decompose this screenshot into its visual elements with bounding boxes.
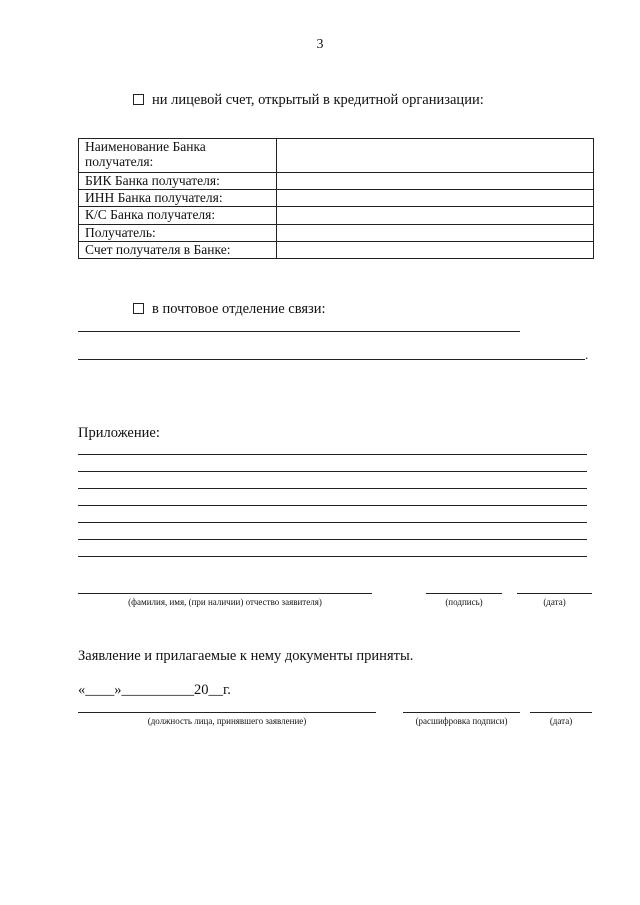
accepting-person-position-caption: (должность лица, принявшего заявление)	[147, 716, 307, 726]
acceptance-date[interactable]: «____»__________20__г.	[78, 682, 231, 698]
table-row	[79, 173, 594, 190]
ks-label: К/С Банка получателя:	[79, 207, 277, 225]
ks-value[interactable]	[277, 207, 594, 225]
recipient-label: Получатель:	[79, 225, 277, 242]
account-number-value[interactable]	[277, 242, 594, 259]
account-number-label: Счет получателя в Банке:	[79, 242, 277, 259]
acceptance-date-caption: (дата)	[549, 716, 573, 726]
bank-name-label: Наименование Банка получателя:	[79, 139, 277, 173]
post-address-line[interactable]	[78, 359, 585, 360]
option-bank-account	[133, 92, 484, 109]
applicant-signature-caption: (подпись)	[445, 597, 483, 607]
post-address-line[interactable]	[78, 331, 520, 332]
acceptance-date-line[interactable]	[530, 712, 592, 713]
attachment-line[interactable]	[78, 471, 587, 472]
attachment-line[interactable]	[78, 522, 587, 523]
bik-label: БИК Банка получателя:	[79, 173, 277, 190]
attachment-line[interactable]	[78, 488, 587, 489]
acceptance-statement: Заявление и прилагаемые к нему документы приняты.	[78, 648, 414, 664]
applicant-name-line[interactable]	[78, 593, 372, 594]
applicant-date-line[interactable]	[517, 593, 592, 594]
bank-account-checkbox[interactable]	[133, 94, 144, 105]
attachment-line[interactable]	[78, 505, 587, 506]
table-row	[79, 190, 594, 207]
accepting-signature-decoding-line[interactable]	[403, 712, 520, 713]
bank-name-value[interactable]	[277, 139, 594, 173]
applicant-name-caption: (фамилия, имя, (при наличии) отчество заявителя)	[128, 597, 322, 607]
applicant-date-caption: (дата)	[543, 597, 566, 607]
inn-value[interactable]	[277, 190, 594, 207]
post-line-period: .	[585, 347, 589, 362]
table-row	[79, 207, 594, 225]
post-office-label: в почтовое отделение связи:	[152, 301, 326, 317]
recipient-value[interactable]	[277, 225, 594, 242]
page-number: 3	[316, 37, 324, 52]
bik-value[interactable]	[277, 173, 594, 190]
accepting-signature-decoding-caption: (расшифровка подписи)	[415, 716, 508, 726]
table-row	[79, 139, 594, 173]
inn-label: ИНН Банка получателя:	[79, 190, 277, 207]
accepting-person-position-line[interactable]	[78, 712, 376, 713]
table-row	[79, 225, 594, 242]
attachment-line[interactable]	[78, 556, 587, 557]
option-post-office	[133, 301, 326, 318]
bank-account-label: ни лицевой счет, открытый в кредитной организации:	[152, 92, 484, 108]
attachment-heading: Приложение:	[78, 425, 160, 441]
table-row	[79, 242, 594, 259]
attachment-line[interactable]	[78, 539, 587, 540]
applicant-signature-line[interactable]	[426, 593, 502, 594]
post-office-checkbox[interactable]	[133, 303, 144, 314]
attachment-line[interactable]	[78, 454, 587, 455]
bank-details-table	[78, 138, 594, 259]
